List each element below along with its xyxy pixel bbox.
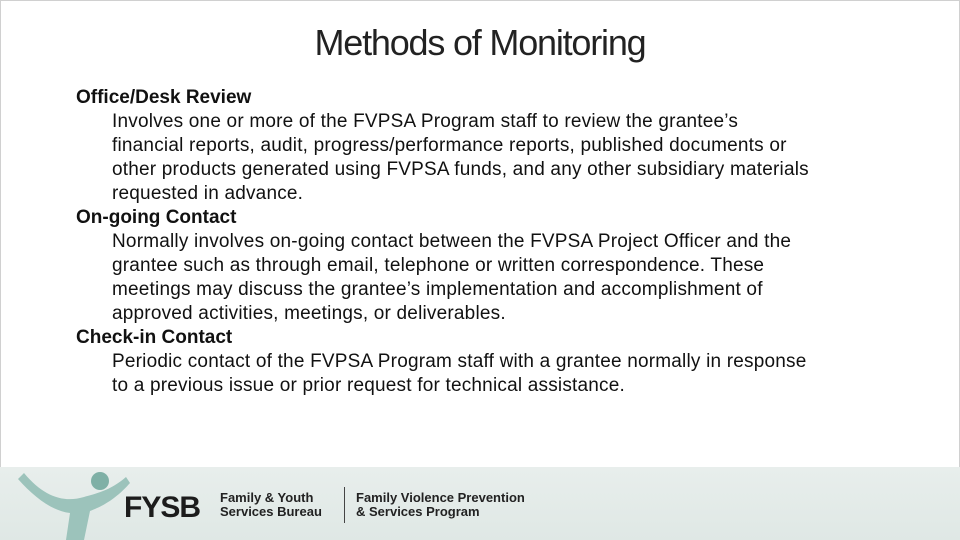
bureau-name bbox=[220, 491, 322, 519]
section-line: meetings may discuss the grantee’s implementation and accomplishment of bbox=[112, 279, 763, 300]
section-check-in-contact bbox=[76, 326, 916, 398]
section-line: other products generated using FVPSA funds, and any other subsidiary materials bbox=[112, 159, 809, 180]
bureau-line: Services Bureau bbox=[220, 504, 322, 519]
section-line: to a previous issue or prior request for technical assistance. bbox=[112, 375, 625, 396]
section-line: grantee such as through email, telephone or written correspondence. These bbox=[112, 255, 765, 276]
section-office-desk-review bbox=[76, 86, 916, 206]
section-line: requested in advance. bbox=[112, 183, 304, 204]
section-line: Periodic contact of the FVPSA Program staff with a grantee normally in response bbox=[112, 351, 807, 372]
slide-title: Methods of Monitoring bbox=[314, 22, 646, 63]
section-line: Normally involves on-going contact between the FVPSA Project Officer and the bbox=[112, 231, 792, 252]
section-line: financial reports, audit, progress/performance reports, published documents or bbox=[112, 135, 787, 156]
footer-divider bbox=[344, 487, 345, 523]
section-heading: Check-in Contact bbox=[76, 327, 233, 348]
footer-bar bbox=[0, 467, 960, 540]
program-line: & Services Program bbox=[356, 504, 480, 519]
section-line: approved activities, meetings, or deliverables. bbox=[112, 303, 506, 324]
section-ongoing-contact bbox=[76, 206, 916, 326]
slide-content bbox=[76, 86, 916, 398]
program-name bbox=[356, 491, 525, 519]
section-line: Involves one or more of the FVPSA Program staff to review the grantee’s bbox=[112, 111, 739, 132]
fysb-logo-text: FYSB bbox=[124, 491, 201, 524]
program-line: Family Violence Prevention bbox=[356, 490, 525, 505]
section-heading: Office/Desk Review bbox=[76, 87, 252, 108]
bureau-line: Family & Youth bbox=[220, 490, 314, 505]
section-heading: On-going Contact bbox=[76, 207, 237, 228]
person-figure-icon bbox=[14, 467, 134, 540]
